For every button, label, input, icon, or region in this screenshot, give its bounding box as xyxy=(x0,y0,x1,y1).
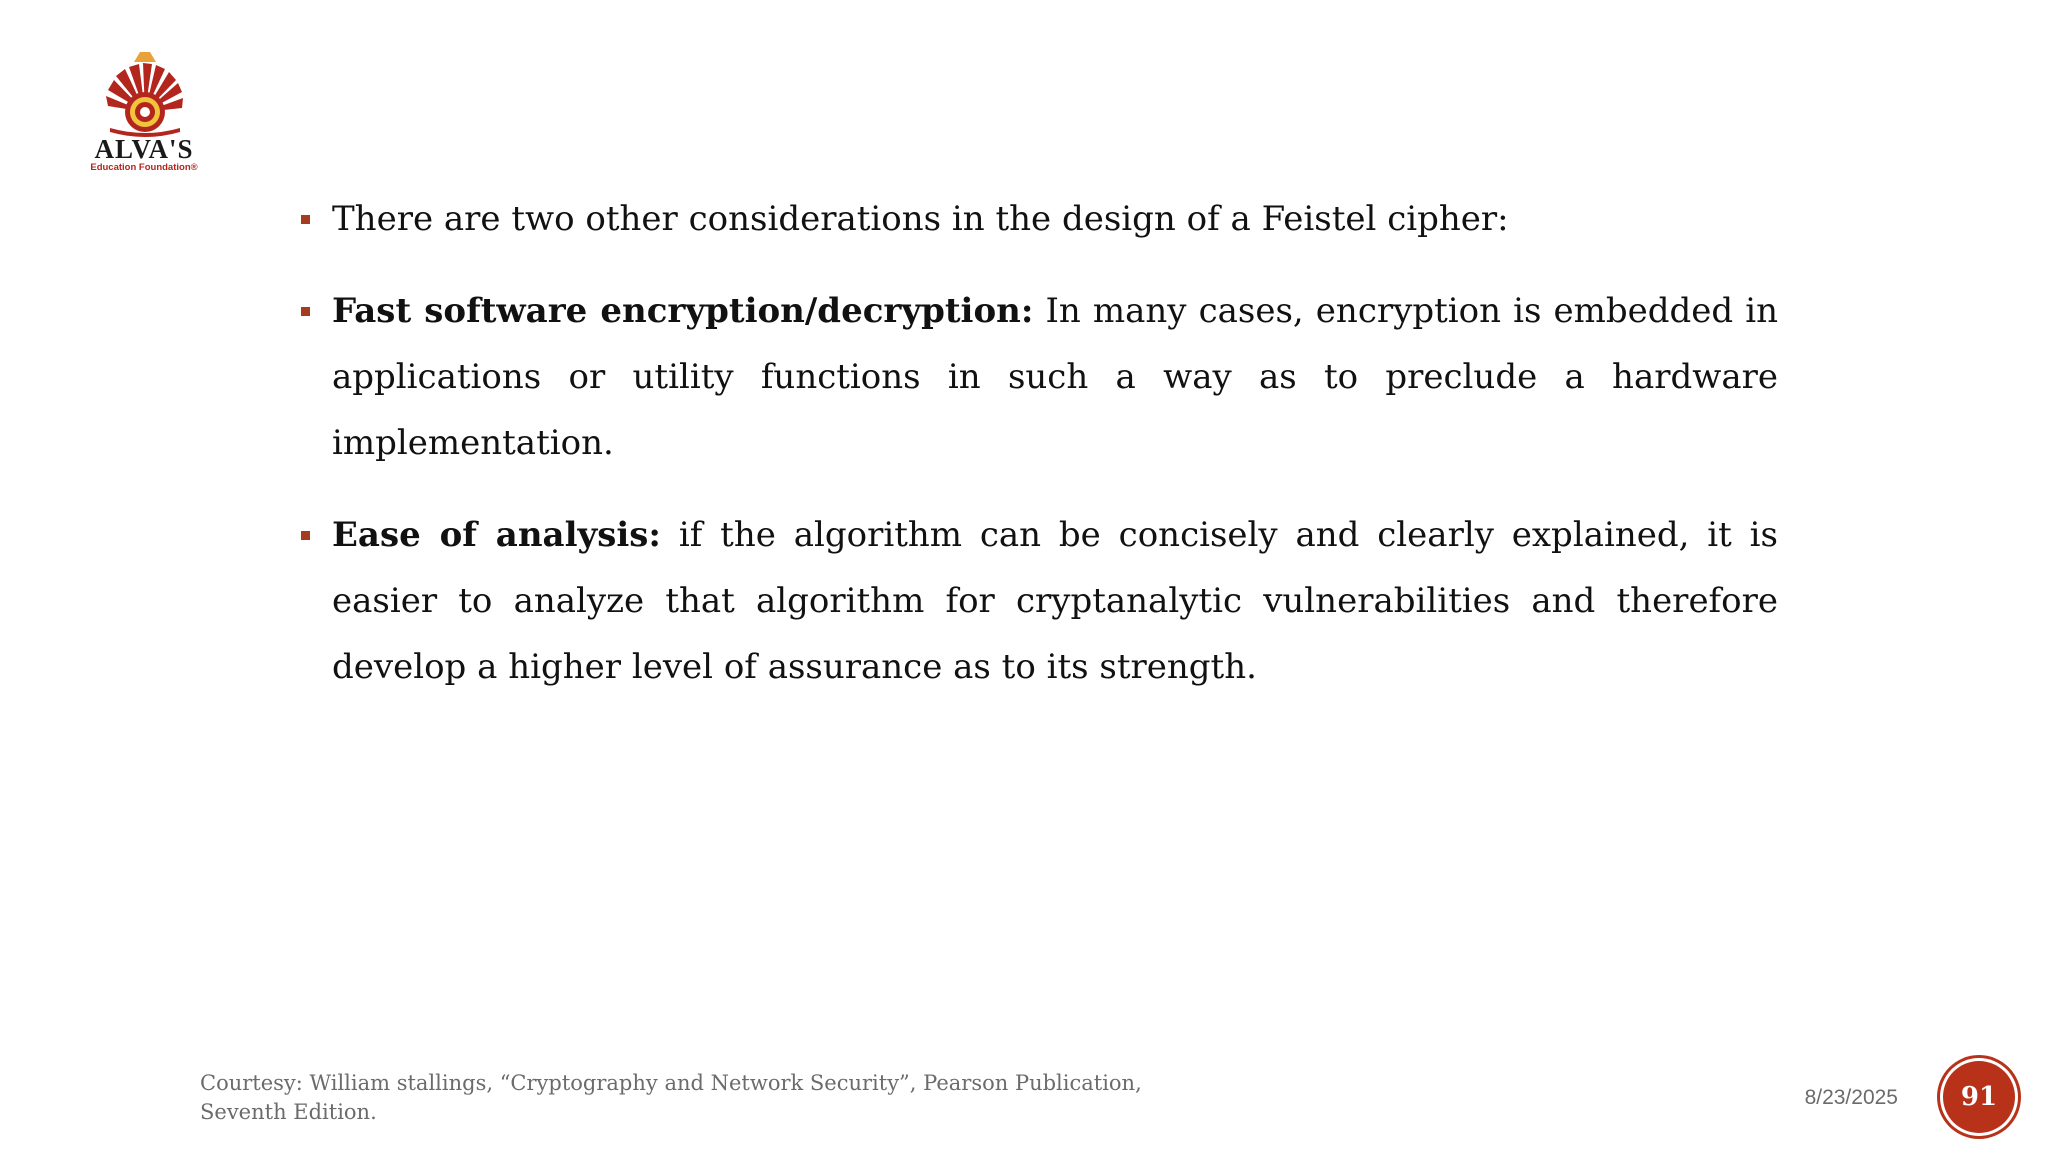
bullet-item xyxy=(300,186,1778,252)
footer-courtesy xyxy=(200,1069,1200,1127)
bullet-item xyxy=(300,502,1778,700)
bullet-marker-icon xyxy=(301,215,310,224)
page-number-badge xyxy=(1940,1058,2018,1136)
bullet-item xyxy=(300,278,1778,476)
page-number: 91 xyxy=(1960,1082,1998,1112)
courtesy-line-2: Seventh Edition. xyxy=(200,1100,377,1124)
bullet-bold: Fast software encryption/decryption: xyxy=(332,291,1034,331)
bullet-text: In many cases, encryption is embedded in applications or utility functions in such a way as to preclude a hardware implementation. xyxy=(332,291,1778,463)
bullet-marker-icon xyxy=(301,307,310,316)
bullet-text: if the algorithm can be concisely and clearly explained, it is easier to analyze that algorithm for cryptanalytic vulnerabilities and therefore develop a higher level of assurance as to its strength. xyxy=(332,515,1778,687)
bullet-marker-icon xyxy=(301,531,310,540)
footer-date: 8/23/2025 xyxy=(1804,1086,1898,1109)
logo-title: ALVA'S xyxy=(94,134,194,164)
bullet-bold: Ease of analysis: xyxy=(332,515,661,555)
courtesy-line-1: Courtesy: William stallings, “Cryptography and Network Security”, Pearson Publication, xyxy=(200,1071,1142,1095)
alvas-logo-icon xyxy=(70,50,220,140)
alvas-logo xyxy=(70,50,220,175)
bullet-list xyxy=(300,186,1778,726)
bullet-text: There are two other considerations in the design of a Feistel cipher: xyxy=(332,199,1509,239)
logo-subtitle: Education Foundation® xyxy=(90,162,198,173)
